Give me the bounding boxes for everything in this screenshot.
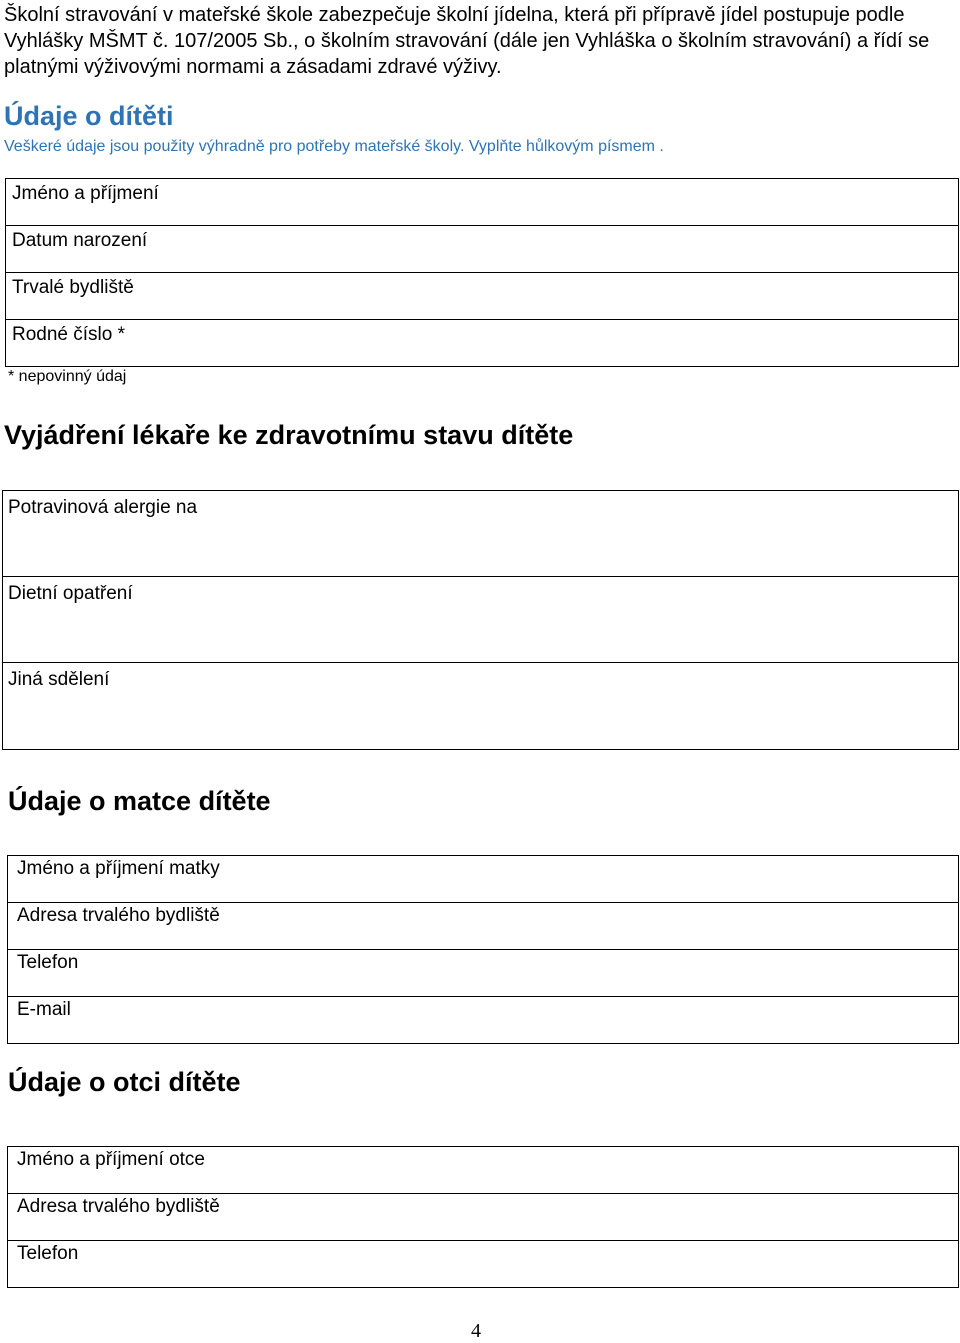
- child-section-heading: Údaje o dítěti: [4, 101, 174, 131]
- child-name-field[interactable]: [6, 179, 959, 226]
- mother-phone-field[interactable]: [8, 950, 959, 997]
- field-label: Telefon: [17, 952, 79, 973]
- father-section-heading: Údaje o otci dítěte: [8, 1067, 241, 1097]
- field-label: Jiná sdělení: [8, 669, 110, 690]
- field-label: E-mail: [17, 999, 71, 1020]
- child-birth-number-field[interactable]: [6, 320, 959, 367]
- child-section-note: Veškeré údaje jsou použity výhradně pro potřeby mateřské školy. Vyplňte hůlkovým písmem .: [4, 138, 664, 155]
- field-label: Potravinová alergie na: [8, 497, 198, 518]
- field-label: Dietní opatření: [8, 583, 133, 604]
- father-address-field[interactable]: [8, 1194, 959, 1241]
- mother-email-field[interactable]: [8, 997, 959, 1044]
- child-info-table: [5, 178, 959, 367]
- field-label: Telefon: [17, 1243, 79, 1264]
- food-allergy-field[interactable]: [3, 491, 959, 577]
- father-name-field[interactable]: [8, 1147, 959, 1194]
- field-label: Rodné číslo *: [12, 324, 126, 345]
- mother-address-field[interactable]: [8, 903, 959, 950]
- field-label: Adresa trvalého bydliště: [17, 1196, 220, 1217]
- mother-name-field[interactable]: [8, 856, 959, 903]
- diet-measures-field[interactable]: [3, 577, 959, 663]
- field-label: Jméno a příjmení: [12, 183, 159, 204]
- father-table: [7, 1146, 959, 1288]
- mother-table: [7, 855, 959, 1044]
- page-number: 4: [471, 1320, 481, 1342]
- field-label: Trvalé bydliště: [12, 277, 134, 298]
- field-label: Jméno a příjmení matky: [17, 858, 220, 879]
- other-notes-field[interactable]: [3, 663, 959, 750]
- field-label: Jméno a příjmení otce: [17, 1149, 205, 1170]
- child-address-field[interactable]: [6, 273, 959, 320]
- doctor-section-heading: Vyjádření lékaře ke zdravotnímu stavu dítěte: [4, 420, 574, 450]
- father-phone-field[interactable]: [8, 1241, 959, 1288]
- field-label: Datum narození: [12, 230, 148, 251]
- child-birthdate-field[interactable]: [6, 226, 959, 273]
- intro-paragraph: Školní stravování v mateřské škole zabezpečuje školní jídelna, která při přípravě jídel postupuje podle Vyhlášky MŠMT č. 107/2005 Sb., o školním stravování (dále jen Vyhláška o školním stravování) a řídí se platnými výživovými normami a zásadami zdravé výživy.: [4, 4, 930, 78]
- mother-section-heading: Údaje o matce dítěte: [8, 786, 271, 816]
- field-label: Adresa trvalého bydliště: [17, 905, 220, 926]
- doctor-table: [2, 490, 959, 750]
- optional-footnote: * nepovinný údaj: [8, 368, 127, 385]
